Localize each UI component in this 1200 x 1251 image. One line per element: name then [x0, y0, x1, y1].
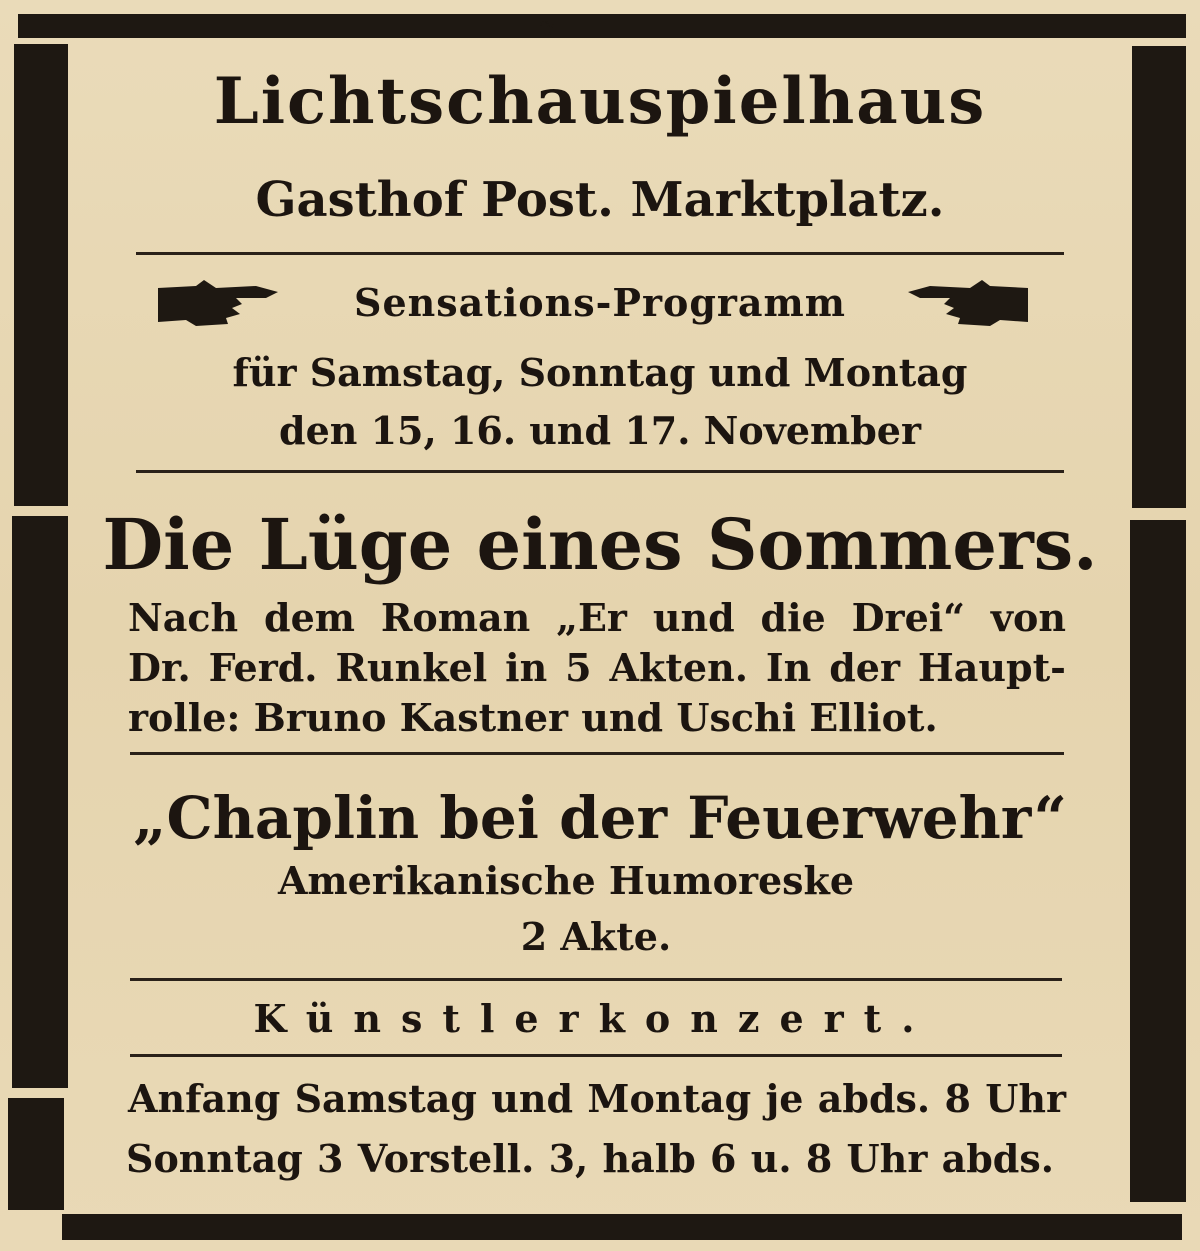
schedule-line-2: [126, 1134, 1054, 1184]
word: je: [765, 1076, 804, 1121]
word: Uhr: [985, 1076, 1066, 1121]
word: abds.: [817, 1076, 931, 1121]
short-genre: Amerikanische Humoreske: [277, 858, 855, 903]
word: Ferd.: [208, 645, 318, 690]
word: halb: [602, 1136, 696, 1181]
schedule-line-1: [128, 1074, 1066, 1124]
word: und: [652, 595, 735, 640]
word: Drei“: [851, 595, 966, 640]
bottom-border: [62, 1214, 1182, 1240]
word: dem: [264, 595, 355, 640]
word: der: [829, 645, 900, 690]
concert-label: Künstlerkonzert.: [253, 996, 935, 1041]
word: u.: [750, 1136, 792, 1181]
word: Dr.: [128, 645, 191, 690]
word: Haupt-: [917, 645, 1066, 690]
program-dates: den 15, 16. und 17. November: [279, 408, 921, 453]
divider: [130, 978, 1062, 981]
word: Nach: [128, 595, 239, 640]
word: Sonntag: [126, 1136, 303, 1181]
word: von: [990, 595, 1066, 640]
word: 5: [565, 645, 592, 690]
word: Akten.: [609, 645, 748, 690]
word: In: [765, 645, 812, 690]
program-days: für Samstag, Sonntag und Montag: [232, 350, 968, 395]
word: Runkel: [335, 645, 488, 690]
word: Roman: [380, 595, 531, 640]
divider: [136, 470, 1064, 473]
short-acts: 2 Akte.: [520, 914, 672, 959]
word: 6: [710, 1136, 737, 1181]
cinema-address: Gasthof Post. Marktplatz.: [255, 172, 945, 228]
word: Vorstell.: [357, 1136, 535, 1181]
border-ornament-icon: ❦: [538, 17, 558, 42]
program-heading: Sensations-Programm: [354, 280, 846, 325]
word: 3,: [548, 1136, 589, 1181]
divider: [136, 252, 1064, 255]
word: 3: [317, 1136, 344, 1181]
word: „Er: [556, 595, 627, 640]
word: Montag: [587, 1076, 752, 1121]
feature-title: Die Lüge eines Sommers.: [102, 503, 1098, 586]
cinema-name: Lichtschauspielhaus: [213, 64, 987, 139]
word: 8: [805, 1136, 833, 1181]
word: Samstag: [294, 1076, 477, 1121]
word: Uhr: [846, 1136, 928, 1181]
feature-description-line-3: rolle: Bruno Kastner und Uschi Elliot.: [128, 695, 938, 740]
word: abds.: [941, 1136, 1054, 1181]
divider: [130, 1054, 1062, 1057]
feature-description-line-1: [128, 594, 1066, 642]
word: 8: [944, 1076, 971, 1121]
word: die: [760, 595, 826, 640]
word: und: [491, 1076, 574, 1121]
left-border-lower: [8, 1098, 64, 1210]
short-title: „Chaplin bei der Feuerwehr“: [133, 784, 1067, 852]
divider: [130, 752, 1064, 755]
word: Anfang: [128, 1076, 281, 1121]
top-border: [18, 14, 1186, 42]
feature-description-line-2: [128, 644, 1066, 692]
word: in: [505, 645, 548, 690]
